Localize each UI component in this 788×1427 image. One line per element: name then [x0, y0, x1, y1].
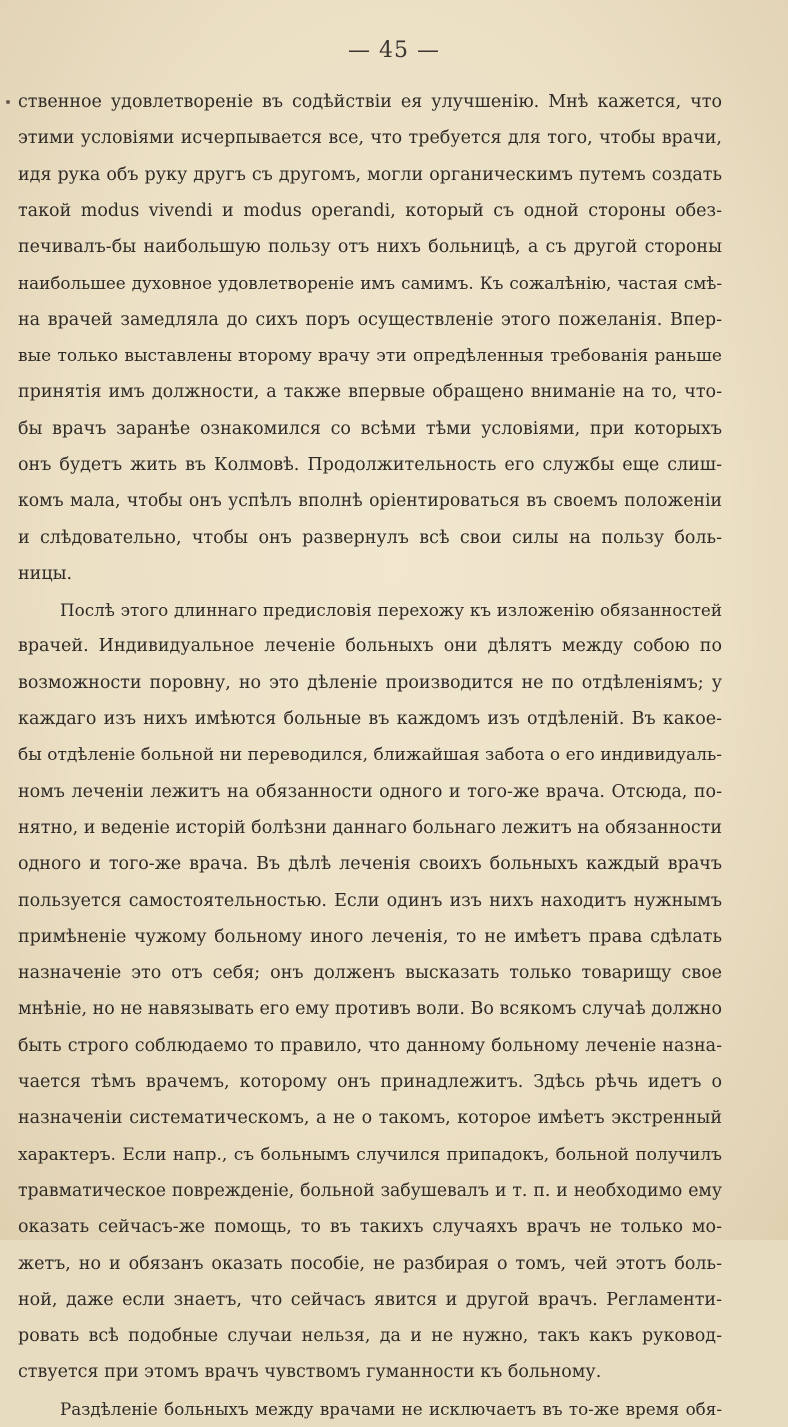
text-line: быть строго соблюдаемо то правило, что данному больному леченіе назна- — [18, 1035, 722, 1056]
text-line: врачей. Индивидуальное леченіе больныхъ они дѣлятъ между собою по — [18, 636, 722, 657]
text-line: травматическое поврежденіе, больной забушевалъ и т. п. и необходимо ему — [18, 1180, 722, 1201]
text-line: жетъ, но и обязанъ оказать пособіе, не разбирая о томъ, чей этотъ боль- — [18, 1253, 722, 1274]
text-line: примѣненіе чужому больному иного леченія, то не имѣетъ права сдѣлать — [18, 926, 722, 947]
text-line: бы врачъ заранѣе ознакомился со всѣми тѣми условіями, при которыхъ — [18, 418, 722, 439]
text-line: на врачей замедляла до сихъ поръ осуществленіе этого пожеланія. Впер- — [18, 309, 722, 330]
text-line: ровать всѣ подобные случаи нельзя, да и не нужно, такъ какъ руковод- — [18, 1326, 722, 1347]
text-line: характеръ. Если напр., съ больнымъ случился припадокъ, больной получилъ — [18, 1144, 722, 1165]
text-line: назначеніи систематическомъ, а не о такомъ, которое имѣетъ экстренный — [18, 1108, 722, 1129]
text-line: Раздѣленіе больныхъ между врачами не исключаетъ въ то-же время обя- — [60, 1398, 722, 1419]
margin-mark — [6, 100, 10, 104]
page-number: — 45 — — [348, 38, 440, 63]
text-line: онъ будетъ жить въ Колмовѣ. Продолжительность его службы еще слиш- — [18, 454, 722, 475]
text-line: мнѣніе, но не навязывать его ему противъ воли. Во всякомъ случаѣ должно — [18, 999, 722, 1020]
text-line: вые только выставлены второму врачу эти опредѣленныя требованія раньше — [18, 346, 722, 367]
text-line: такой modus vivendi и modus operandi, который съ одной стороны обез- — [18, 200, 722, 221]
text-line: каждаго изъ нихъ имѣются больные въ каждомъ изъ отдѣленій. Въ какое- — [18, 709, 722, 730]
text-line: назначеніе это отъ себя; онъ долженъ высказать только товарищу свое — [18, 963, 722, 984]
text-line: нятно, и веденіе исторій болѣзни даннаго больнаго лежитъ на обязанности — [18, 817, 723, 838]
text-line: ствуется при этомъ врачъ чувствомъ гуманности къ больному. — [18, 1362, 602, 1383]
text-line: одного и того-же врача. Въ дѣлѣ леченія своихъ больныхъ каждый врачъ — [18, 854, 722, 875]
text-line: ной, даже если знаетъ, что сейчасъ явится и другой врачъ. Регламенти- — [18, 1289, 722, 1310]
body-text — [18, 84, 722, 1427]
text-line: комъ мала, чтобы онъ успѣлъ вполнѣ оріентироваться въ своемъ положеніи — [18, 491, 722, 512]
text-line: номъ леченіи лежитъ на обязанности одного и того-же врача. Отсюда, по- — [18, 781, 722, 802]
text-line: оказать сейчасъ-же помощь, то въ такихъ случаяхъ врачъ не только мо- — [18, 1217, 722, 1238]
text-line: этими условіями исчерпывается все, что требуется для того, чтобы врачи, — [18, 128, 722, 149]
text-line: ственное удовлетвореніе въ содѣйствіи ея улучшенію. Мнѣ кажется, что — [18, 92, 722, 112]
text-line: принятія имъ должности, а также впервые обращено вниманіе на то, что- — [18, 382, 722, 403]
text-line: наибольшее духовное удовлетвореніе имъ самимъ. Къ сожалѣнію, частая смѣ- — [18, 273, 722, 294]
text-line: ницы. — [18, 563, 73, 584]
text-line: печивалъ-бы наибольшую пользу отъ нихъ больницѣ, а съ другой стороны — [18, 237, 722, 258]
text-line: чается тѣмъ врачемъ, которому онъ принадлежитъ. Здѣсь рѣчь идетъ о — [18, 1072, 722, 1093]
text-line: бы отдѣленіе больной ни переводился, ближайшая забота о его индивидуаль- — [18, 745, 722, 766]
text-line: идя рука объ руку другъ съ другомъ, могли органическимъ путемъ создать — [18, 164, 722, 185]
text-line: Послѣ этого длиннаго предисловія перехожу къ изложенію обязанностей — [60, 600, 722, 621]
text-line: возможности поровну, но это дѣленіе производится не по отдѣленіямъ; у — [18, 672, 722, 693]
text-line: и слѣдовательно, чтобы онъ развернулъ всѣ свои силы на пользу боль- — [18, 527, 722, 548]
text-line: пользуется самостоятельностью. Если одинъ изъ нихъ находитъ нужнымъ — [18, 890, 722, 911]
